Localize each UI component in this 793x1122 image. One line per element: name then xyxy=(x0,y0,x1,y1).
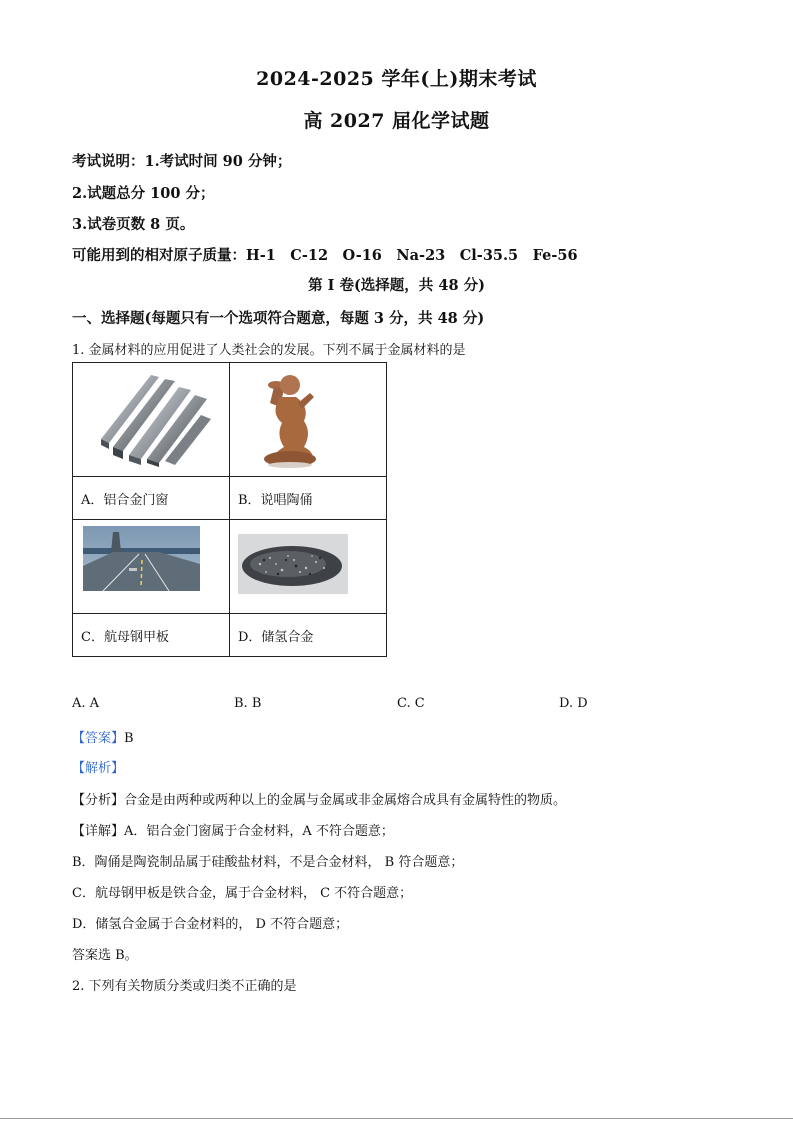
answer-value: B xyxy=(124,731,134,746)
instruction-time: 考试说明：1.考试时间 90 分钟； xyxy=(72,153,292,170)
fenxi-tag: 【分析】 xyxy=(72,793,125,808)
detail-c-line: C．航母钢甲板是铁合金，属于合金材料， C 不符合题意； xyxy=(72,886,413,901)
carrier-deck-image xyxy=(73,520,229,613)
instruction-score: 2.试题总分 100 分； xyxy=(72,185,215,202)
option-d-image-cell xyxy=(230,520,387,614)
detail-b-line: B．陶俑是陶瓷制品属于硅酸盐材料，不是合金材料， B 符合题意； xyxy=(72,855,464,870)
option-b-image-cell xyxy=(230,363,387,477)
fenxi-line xyxy=(72,789,566,808)
pottery-figurine-image xyxy=(230,363,386,476)
option-a-image-cell xyxy=(73,363,230,477)
section1-title: 一、选择题(每题只有一个选项符合题意，每题 3 分，共 48 分) xyxy=(72,310,485,327)
answer-line xyxy=(72,727,134,746)
choice-d[interactable]: D. D xyxy=(559,696,588,711)
aluminum-profile-image xyxy=(73,363,229,476)
detail-a-text: A．铝合金门窗属于合金材料，A 不符合题意； xyxy=(124,824,394,839)
exam-subtitle: 高 2027 届化学试题 xyxy=(303,110,490,132)
fenxi-text: 合金是由两种或两种以上的金属与金属或非金属熔合成具有金属特性的物质。 xyxy=(124,793,567,808)
option-c-label: C．航母钢甲板 xyxy=(73,614,230,657)
hydrogen-alloy-image xyxy=(230,520,386,613)
choice-c[interactable]: C. C xyxy=(397,696,425,711)
option-c-image-cell xyxy=(73,520,230,614)
answer-tag: 【答案】 xyxy=(72,731,125,746)
atomic-mass-line: 可能用到的相对原子质量：H-1 C-12 O-16 Na-23 Cl-35.5 Fe-56 xyxy=(72,247,578,264)
option-a-label: A．铝合金门窗 xyxy=(73,477,230,520)
exam-title: 2024-2025 学年(上)期末考试 xyxy=(256,68,537,90)
page-bottom-divider xyxy=(0,1118,793,1119)
choice-b[interactable]: B. B xyxy=(234,696,262,711)
conclusion-line: 答案选 B。 xyxy=(72,948,138,963)
choice-a[interactable]: A. A xyxy=(72,696,100,711)
part1-title: 第 I 卷(选择题，共 48 分) xyxy=(308,277,485,294)
instruction-pages: 3.试卷页数 8 页。 xyxy=(72,216,195,233)
analysis-line xyxy=(72,757,124,776)
detail-a-line xyxy=(72,820,394,839)
question1-option-table xyxy=(72,362,387,657)
detail-tag: 【详解】 xyxy=(72,824,125,839)
question1-stem: 1. 金属材料的应用促进了人类社会的发展。下列不属于金属材料的是 xyxy=(72,343,466,358)
option-b-label: B．说唱陶俑 xyxy=(230,477,387,520)
question2-stem: 2. 下列有关物质分类或归类不正确的是 xyxy=(72,979,297,994)
detail-d-line: D．储氢合金属于合金材料的， D 不符合题意； xyxy=(72,917,349,932)
option-d-label: D．储氢合金 xyxy=(230,614,387,657)
analysis-tag: 【解析】 xyxy=(72,761,125,776)
